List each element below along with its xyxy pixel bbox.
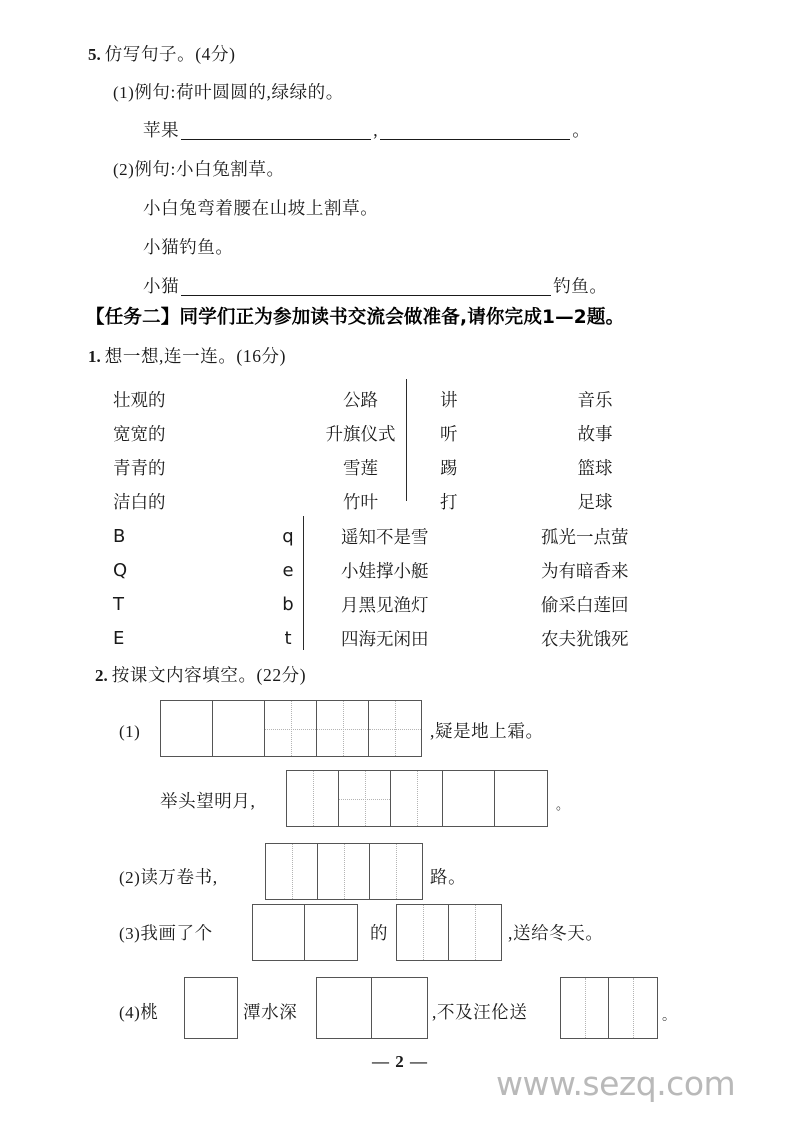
g2-left-1[interactable]: Q — [113, 559, 128, 581]
grid-cell[interactable] — [370, 844, 422, 899]
line4-tail-text: ,送给冬天。 — [508, 923, 604, 943]
section5-item1-prompt — [113, 84, 344, 102]
section5-heading — [88, 46, 236, 64]
g1-left-0[interactable]: 壮观的 — [113, 389, 166, 410]
item1-blank-2[interactable] — [380, 122, 570, 140]
section5-item2-prompt — [113, 161, 285, 179]
item2-example-text: 小白兔弯着腰在山坡上割草。 — [143, 198, 379, 218]
grid-cell[interactable] — [253, 905, 305, 960]
g2-left2-1[interactable]: 小娃撑小艇 — [341, 560, 429, 581]
g1-left2-1[interactable]: 听 — [440, 423, 458, 444]
section5-number: 5. — [88, 45, 101, 65]
grid-cell[interactable] — [449, 905, 501, 960]
match-row — [113, 416, 660, 450]
line3-tail-text: 路。 — [430, 867, 467, 887]
section5-title: 仿写句子。(4分) — [104, 44, 236, 64]
grid-cell[interactable] — [213, 701, 265, 756]
q1-group1 — [113, 382, 660, 518]
g1-right2-2[interactable]: 篮球 — [577, 457, 613, 478]
q2-line4-tail — [508, 925, 603, 943]
g1-left-3[interactable]: 洁白的 — [113, 491, 166, 512]
line5-mid-text: 潭水深 — [243, 1002, 298, 1022]
section5-item1-answer-row — [143, 122, 590, 140]
item2-answer-lead: 小猫 — [143, 276, 180, 297]
g2-left2-3[interactable]: 四海无闲田 — [341, 628, 429, 649]
match-row — [113, 450, 660, 484]
grid-cell[interactable] — [391, 771, 443, 826]
item1-blank-1[interactable] — [181, 122, 371, 140]
q1-title: 想一想,连一连。(16分) — [104, 346, 287, 366]
g1-right-1[interactable]: 升旗仪式 — [325, 423, 396, 444]
item2-prompt-text: 例句:小白兔割草。 — [134, 159, 285, 179]
page-number: — 2 — — [372, 1052, 428, 1071]
grid-cell[interactable] — [318, 844, 370, 899]
g1-left-2[interactable]: 青青的 — [113, 457, 166, 478]
g1-left2-3[interactable]: 打 — [440, 491, 458, 512]
q2-line5-lead — [119, 1004, 158, 1022]
line4-answer-boxes-b[interactable] — [396, 904, 502, 961]
item1-prompt-text: 例句:荷叶圆圆的,绿绿的。 — [134, 82, 344, 102]
q1-heading — [88, 348, 286, 366]
g2-left-2[interactable]: T — [113, 593, 124, 615]
line4-label: (3) — [119, 924, 141, 944]
q2-line5-tail — [662, 1010, 677, 1024]
line5-lead-text: 桃 — [140, 1002, 159, 1022]
q2-line1-tail — [430, 723, 544, 741]
q2-line5-mid — [243, 1004, 297, 1022]
g1-right-3[interactable]: 竹叶 — [343, 491, 378, 512]
grid-cell[interactable] — [397, 905, 449, 960]
grid-cell[interactable] — [161, 701, 213, 756]
g2-right-3[interactable]: t — [284, 627, 292, 649]
line5-label: (4) — [119, 1003, 141, 1023]
item2-answer-tail: 钓鱼。 — [553, 276, 608, 297]
match-row — [113, 587, 691, 621]
g1-right2-0[interactable]: 音乐 — [577, 389, 613, 410]
g2-right-0[interactable]: q — [282, 525, 294, 547]
site-watermark: www.sezq.com — [496, 1064, 736, 1103]
grid-cell[interactable] — [266, 844, 318, 899]
g2-left2-0[interactable]: 遥知不是雪 — [341, 526, 429, 547]
grid-cell[interactable] — [265, 701, 317, 756]
q1-group2 — [113, 519, 691, 655]
line1-tail-text: ,疑是地上霜。 — [430, 721, 544, 741]
item2-given-text: 小猫钓鱼。 — [143, 237, 234, 257]
q2-line1-label — [119, 723, 140, 740]
line5-tail-text: 。 — [662, 1009, 677, 1024]
section5-item2-answer-row — [143, 278, 608, 296]
item2-blank-1[interactable] — [181, 278, 551, 296]
g1-right-0[interactable]: 公路 — [343, 389, 378, 410]
grid-cell[interactable] — [185, 978, 237, 1038]
g2-right2-2[interactable]: 偷采白莲回 — [541, 594, 629, 615]
grid-cell[interactable] — [339, 771, 391, 826]
grid-cell[interactable] — [369, 701, 421, 756]
line2-answer-boxes[interactable] — [286, 770, 548, 827]
q1-group2-divider — [303, 516, 304, 650]
g2-right2-3[interactable]: 农夫犹饿死 — [541, 628, 629, 649]
item2-label: (2) — [113, 160, 135, 180]
line1-answer-boxes[interactable] — [160, 700, 422, 757]
g2-right2-0[interactable]: 孤光一点萤 — [541, 526, 629, 547]
g1-right2-1[interactable]: 故事 — [577, 423, 613, 444]
g2-right-2[interactable]: b — [282, 593, 294, 615]
item1-answer-lead: 苹果 — [143, 120, 180, 141]
g1-left-1[interactable]: 宽宽的 — [113, 423, 166, 444]
q2-line3-lead — [119, 869, 218, 887]
q2-line2-lead — [160, 793, 255, 811]
line3-lead-text: 读万卷书, — [140, 867, 218, 887]
section5-item2-example — [143, 200, 378, 218]
g2-left2-2[interactable]: 月黑见渔灯 — [341, 594, 429, 615]
grid-cell[interactable] — [317, 978, 372, 1038]
match-row — [113, 621, 691, 655]
q2-line3-tail — [430, 869, 466, 887]
match-row — [113, 519, 691, 553]
g1-left2-0[interactable]: 讲 — [440, 389, 458, 410]
grid-cell[interactable] — [317, 701, 369, 756]
grid-cell[interactable] — [561, 978, 609, 1038]
line1-label: (1) — [119, 722, 141, 741]
item1-period: 。 — [572, 120, 591, 141]
grid-cell[interactable] — [443, 771, 495, 826]
line5-answer-boxes-c[interactable] — [560, 977, 658, 1039]
line4-lead-text: 我画了个 — [140, 923, 213, 943]
grid-cell[interactable] — [305, 905, 357, 960]
section5-item2-given — [143, 239, 234, 257]
grid-cell[interactable] — [495, 771, 547, 826]
q2-line5-mid2 — [432, 1004, 527, 1022]
line3-answer-boxes[interactable] — [265, 843, 423, 900]
grid-cell[interactable] — [609, 978, 657, 1038]
line4-answer-boxes-a[interactable] — [252, 904, 358, 961]
g2-right2-1[interactable]: 为有暗香来 — [541, 560, 629, 581]
q1-group1-divider — [406, 379, 407, 501]
g1-left2-2[interactable]: 踢 — [440, 457, 458, 478]
grid-cell[interactable] — [372, 978, 427, 1038]
line5-mid2-text: ,不及汪伦送 — [432, 1002, 528, 1022]
g1-right-2[interactable]: 雪莲 — [343, 457, 378, 478]
g2-right-1[interactable]: e — [282, 559, 294, 581]
item1-label: (1) — [113, 83, 135, 103]
q2-number: 2. — [95, 666, 108, 686]
line2-tail-text: 。 — [556, 797, 570, 812]
q2-title: 按课文内容填空。(22分) — [111, 665, 307, 685]
task2-banner: 【任务二】同学们正为参加读书交流会做准备,请你完成1—2题。 — [86, 307, 625, 328]
line4-mid-text: 的 — [370, 923, 389, 943]
q2-line2-tail — [556, 798, 570, 811]
grid-cell[interactable] — [287, 771, 339, 826]
line2-lead-text: 举头望明月, — [160, 791, 256, 811]
q1-number: 1. — [88, 347, 101, 367]
q2-line4-mid — [370, 925, 388, 943]
match-row — [113, 484, 660, 518]
g2-left-3[interactable]: E — [113, 627, 125, 649]
q2-line4-lead — [119, 925, 213, 943]
line3-label: (2) — [119, 868, 141, 888]
line5-answer-boxes-b[interactable] — [316, 977, 428, 1039]
g1-right2-3[interactable]: 足球 — [577, 491, 613, 512]
match-row — [113, 382, 660, 416]
item1-comma: , — [373, 120, 379, 141]
match-row — [113, 553, 691, 587]
q2-heading — [95, 667, 306, 685]
g2-left-0[interactable]: B — [113, 525, 126, 547]
line5-answer-boxes-a[interactable] — [184, 977, 238, 1039]
